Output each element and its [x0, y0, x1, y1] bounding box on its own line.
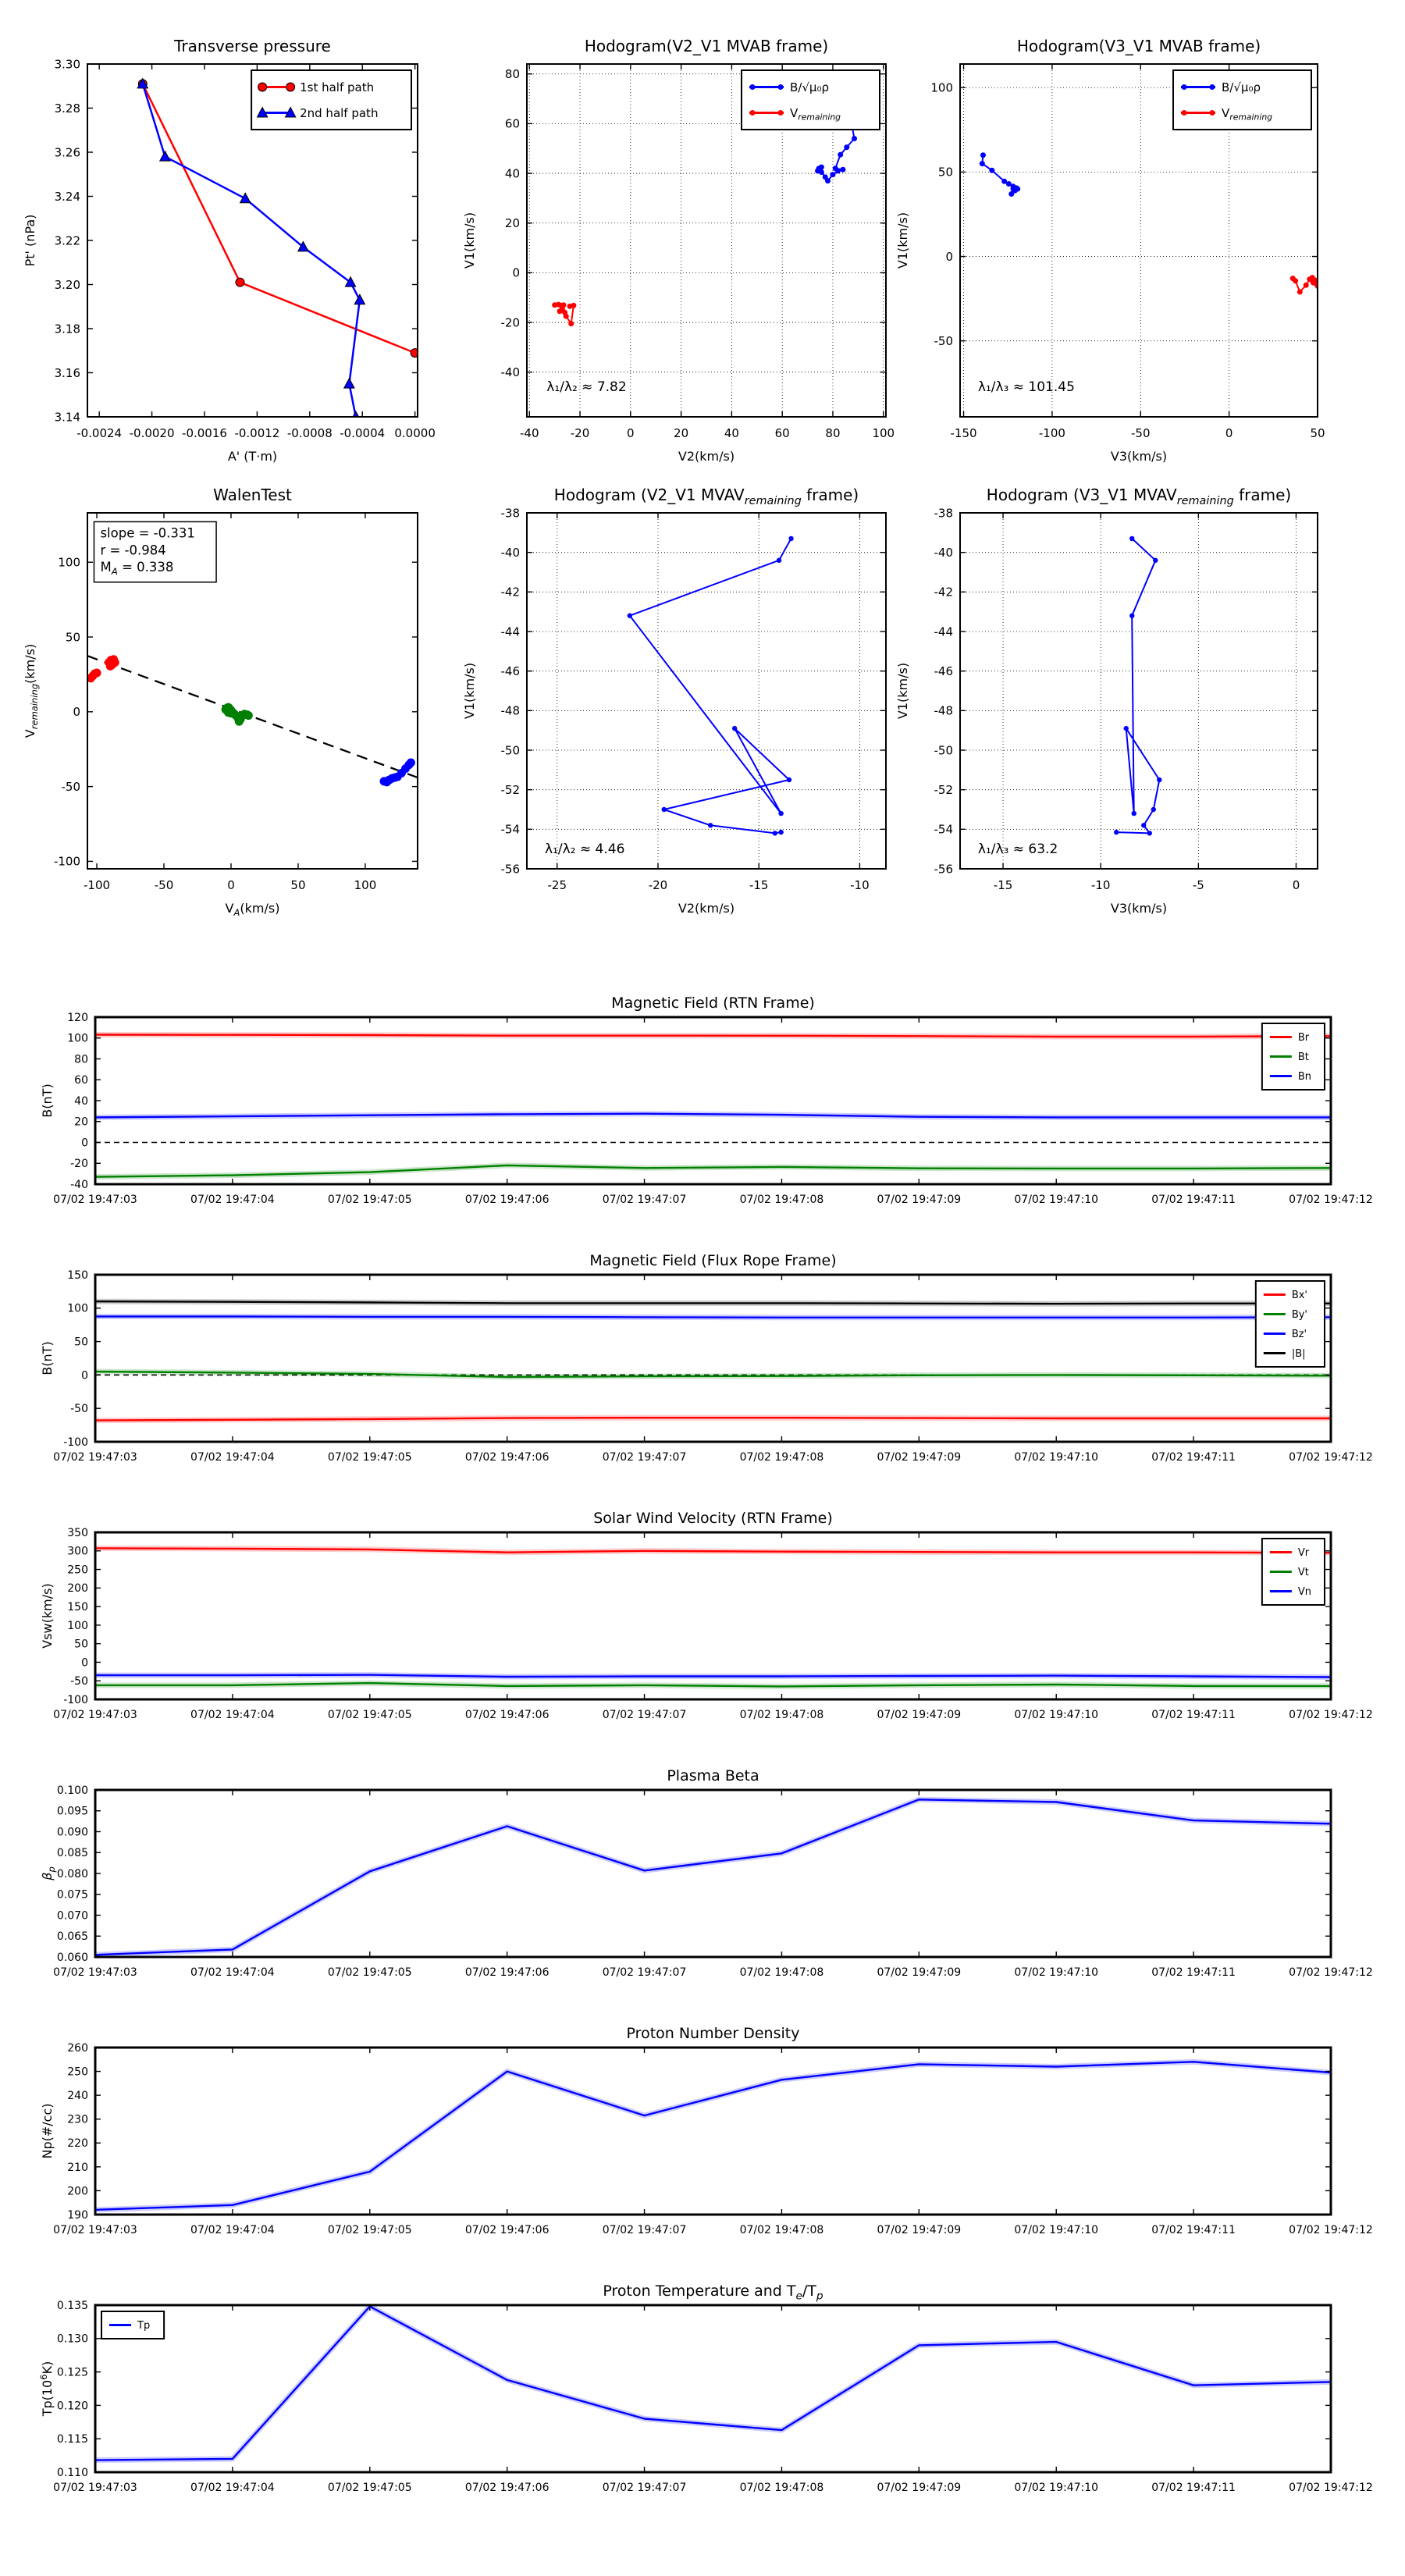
transverse_pressure-xtick: -0.0016	[182, 426, 227, 440]
walen_test-xtick: -50	[154, 878, 174, 892]
vsw_rtn-ytick: 150	[67, 1601, 88, 1614]
hodogram_v2v1_mvab-legend-label: B/√μ₀ρ	[790, 80, 829, 94]
proton_temp-ytick: 0.135	[56, 2299, 88, 2312]
hodogram_v2v1_mvab-ytick: 20	[504, 215, 520, 230]
hodogram_v3v1_mvab-xtick: 50	[1310, 426, 1325, 440]
vsw_rtn-xtick: 07/02 19:47:05	[327, 1709, 412, 1721]
hodogram_v3v1_mvav-ytick: -46	[934, 664, 953, 678]
hodogram_v2v1_mvab-xlabel: V2(km/s)	[678, 449, 735, 464]
b_rtn-ytick: 40	[74, 1094, 88, 1108]
hodogram_v3v1_mvab-xtick: -100	[1038, 426, 1065, 440]
proton_temp-xtick: 07/02 19:47:05	[327, 2482, 412, 2494]
transverse_pressure-ytick: 3.22	[54, 233, 80, 248]
b_flux_rope-xtick: 07/02 19:47:07	[602, 1451, 687, 1464]
b_flux_rope-legend-label: Bz'	[1291, 1329, 1307, 1341]
b_flux_rope-ylabel: B(nT)	[40, 1341, 55, 1375]
b_rtn-xtick: 07/02 19:47:08	[739, 1194, 824, 1206]
hodogram_v2v1_mvab-xtick: 40	[724, 426, 739, 440]
proton_temp-xtick: 07/02 19:47:07	[602, 2482, 687, 2494]
walen_test-ytick: 50	[65, 630, 80, 645]
plasma_beta-ytick: 0.095	[56, 1805, 88, 1818]
b_rtn-ytick: 100	[67, 1032, 88, 1045]
b_rtn-xtick: 07/02 19:47:06	[464, 1194, 550, 1206]
hodogram_v2v1_mvab-ylabel: V1(km/s)	[462, 212, 477, 269]
b_rtn-legend	[1262, 1023, 1325, 1090]
vsw_rtn-xtick: 07/02 19:47:06	[464, 1709, 550, 1721]
transverse_pressure-line-2ndhalfpath	[143, 84, 360, 417]
vsw_rtn-xtick: 07/02 19:47:10	[1014, 1709, 1099, 1721]
b_rtn-xtick: 07/02 19:47:03	[53, 1194, 137, 1206]
hodogram_v3v1_mvab-xtick: 0	[1225, 426, 1233, 440]
b_flux_rope-xtick: 07/02 19:47:12	[1289, 1451, 1373, 1464]
vsw_rtn-xtick: 07/02 19:47:11	[1151, 1709, 1236, 1721]
proton_density-xtick: 07/02 19:47:04	[190, 2224, 275, 2236]
walen_test-xtick: -100	[84, 878, 111, 892]
b_flux_rope-legend	[1256, 1281, 1325, 1367]
hodogram_v3v1_mvav-annotation: λ₁/λ₃ ≈ 63.2	[977, 841, 1058, 858]
walen_test-title: WalenTest	[213, 486, 292, 504]
proton_temp-xtick: 07/02 19:47:12	[1289, 2482, 1373, 2494]
hodogram_v2v1_mvav-ytick: -46	[500, 664, 520, 678]
proton_temp-xtick: 07/02 19:47:06	[464, 2482, 550, 2494]
b_rtn-title: Magnetic Field (RTN Frame)	[611, 994, 815, 1012]
b_rtn-ytick: 0	[81, 1137, 88, 1150]
proton_temp-axes	[95, 2305, 1331, 2472]
hodogram_v2v1_mvav-annotation: λ₁/λ₂ ≈ 4.46	[545, 841, 625, 858]
proton_density-xtick: 07/02 19:47:09	[877, 2224, 962, 2236]
b_rtn-ylabel: B(nT)	[40, 1083, 55, 1118]
hodogram_v2v1_mvab-xtick: 0	[627, 426, 635, 440]
panel-b_flux_rope	[40, 1252, 1373, 1464]
proton_density-line-np	[95, 2062, 1331, 2210]
hodogram_v3v1_mvav-ytick: -50	[934, 743, 953, 758]
hodogram_v3v1_mvav-ytick: -40	[934, 545, 953, 560]
b_rtn-legend-label: Br	[1297, 1032, 1310, 1044]
hodogram_v3v1_mvav-ytick: -44	[934, 624, 953, 639]
b_flux_rope-legend-label: |B|	[1291, 1348, 1306, 1361]
hodogram_v2v1_mvav-title: Hodogram (V2_V1 $MVAV_{remaining}$ frame)	[553, 486, 859, 507]
vsw_rtn-title: Solar Wind Velocity (RTN Frame)	[593, 1510, 833, 1527]
b_flux_rope-ytick: -50	[70, 1403, 88, 1416]
vsw_rtn-xtick: 07/02 19:47:04	[190, 1709, 275, 1721]
plasma_beta-ytick: 0.060	[56, 1951, 88, 1964]
transverse_pressure-ytick: 3.24	[54, 189, 80, 204]
svg-text:slope = -0.331: slope = -0.331	[100, 525, 195, 541]
proton_density-title: Proton Number Density	[626, 2025, 800, 2042]
vsw_rtn-ytick: 300	[67, 1545, 88, 1558]
hodogram_v3v1_mvav-xlabel: V3(km/s)	[1110, 901, 1168, 916]
hodogram_v3v1_mvab-legend-label: B/√μ₀ρ	[1222, 80, 1261, 94]
b_flux_rope-ytick: 0	[81, 1369, 88, 1382]
b_flux_rope-xtick: 07/02 19:47:08	[739, 1451, 824, 1464]
plasma_beta-ytick: 0.085	[56, 1847, 88, 1860]
plasma_beta-ytick: 0.090	[56, 1826, 88, 1839]
hodogram_v2v1_mvav-xtick: -15	[749, 878, 769, 892]
hodogram_v2v1_mvav-xtick: -25	[547, 878, 567, 892]
proton_temp-title: Proton Temperature and $T_e/T_p$	[603, 2282, 823, 2303]
b_rtn-xtick: 07/02 19:47:12	[1289, 1194, 1373, 1206]
proton_density-ylabel: Np(#/cc)	[40, 2103, 55, 2159]
hodogram_v3v1_mvab-xtick: -150	[950, 426, 977, 440]
hodogram_v2v1_mvab-series	[552, 122, 857, 326]
proton_density-ytick: 230	[67, 2113, 88, 2126]
hodogram_v2v1_mvab-ytick: 40	[504, 166, 520, 181]
walen_test-annotation-box	[94, 521, 216, 582]
panel-proton_density	[40, 2025, 1373, 2236]
proton_density-ytick: 190	[67, 2208, 88, 2222]
b_flux_rope-xtick: 07/02 19:47:10	[1014, 1451, 1099, 1464]
hodogram_v3v1_mvab-title: Hodogram(V3_V1 MVAB frame)	[1016, 37, 1261, 55]
hodogram_v3v1_mvav-xtick: -5	[1192, 878, 1204, 892]
vsw_rtn-ytick: -50	[70, 1675, 88, 1688]
proton_density-ytick: 210	[67, 2161, 88, 2174]
hodogram_v2v1_mvav-series	[628, 536, 794, 836]
hodogram_v2v1_mvab-xtick: 20	[674, 426, 689, 440]
proton_density-xtick: 07/02 19:47:12	[1289, 2224, 1373, 2236]
proton_density-ytick: 240	[67, 2090, 88, 2103]
hodogram_v2v1_mvab-ytick: 60	[504, 116, 520, 131]
hodogram_v3v1_mvab-legend	[1173, 70, 1311, 130]
walen_test-ytick: 100	[58, 555, 80, 570]
plasma_beta-xtick: 07/02 19:47:09	[877, 1966, 962, 1979]
svg-text:MA = 0.338: $M_A = 0.338$	[100, 560, 174, 578]
b_flux_rope-xtick: 07/02 19:47:06	[464, 1451, 550, 1464]
proton_density-xtick: 07/02 19:47:08	[739, 2224, 824, 2236]
proton_temp-xtick: 07/02 19:47:03	[53, 2482, 137, 2494]
b_rtn-series	[95, 1035, 1331, 1177]
transverse_pressure-xtick: -0.0008	[286, 426, 333, 440]
hodogram_v3v1_mvab-ytick: 100	[930, 80, 953, 95]
hodogram_v3v1_mvab-legend-label: $V_{remaining}$	[1222, 105, 1273, 123]
transverse_pressure-title: Transverse pressure	[174, 37, 331, 55]
hodogram_v2v1_mvab-xtick: -20	[570, 426, 590, 440]
transverse_pressure-ylabel: Pt' (nPa)	[23, 214, 37, 267]
proton_density-xtick: 07/02 19:47:11	[1151, 2224, 1236, 2236]
hodogram_v2v1_mvab-ytick: -40	[500, 365, 520, 379]
vsw_rtn-ylabel: Vsw(km/s)	[40, 1583, 55, 1649]
hodogram_v3v1_mvav-ytick: -38	[934, 506, 953, 521]
panel-plasma_beta	[40, 1767, 1373, 1979]
walen_test-ytick: 0	[73, 705, 80, 720]
plasma_beta-xtick: 07/02 19:47:07	[602, 1966, 687, 1979]
b_flux_rope-ytick: 50	[74, 1336, 88, 1349]
plasma_beta-xtick: 07/02 19:47:11	[1151, 1966, 1236, 1979]
panel-walen_test	[23, 486, 418, 918]
vsw_rtn-xtick: 07/02 19:47:08	[739, 1709, 824, 1721]
plasma_beta-ytick: 0.070	[56, 1909, 88, 1923]
b_flux_rope-ytick: 100	[67, 1302, 88, 1315]
hodogram_v2v1_mvav-ytick: -54	[500, 822, 520, 837]
b_rtn-xtick: 07/02 19:47:09	[877, 1194, 962, 1206]
panel-hodogram_v2v1_mvab	[462, 37, 895, 464]
proton_temp-xtick: 07/02 19:47:09	[877, 2482, 962, 2494]
transverse_pressure-legend-label: 2nd half path	[300, 105, 379, 120]
walen_test-xtick: 100	[354, 878, 377, 892]
transverse_pressure-xtick: -0.0024	[76, 426, 123, 440]
proton_temp-xtick: 07/02 19:47:08	[739, 2482, 824, 2494]
proton_density-xtick: 07/02 19:47:07	[602, 2224, 687, 2236]
hodogram_v3v1_mvab-series	[980, 152, 1321, 294]
panel-proton_temp	[38, 2282, 1373, 2494]
hodogram_v2v1_mvav-xtick: -10	[850, 878, 870, 892]
hodogram_v2v1_mvab-ytick: -20	[500, 315, 520, 330]
vsw_rtn-legend-label: Vr	[1297, 1547, 1310, 1560]
b_rtn-ytick: 120	[67, 1011, 88, 1024]
hodogram_v2v1_mvab-legend-label: $V_{remaining}$	[790, 105, 841, 123]
vsw_rtn-xtick: 07/02 19:47:03	[53, 1709, 137, 1721]
transverse_pressure-xlabel: A' (T·m)	[227, 449, 278, 464]
b_rtn-xtick: 07/02 19:47:10	[1014, 1194, 1099, 1206]
b_rtn-xtick: 07/02 19:47:04	[190, 1194, 275, 1206]
vsw_rtn-legend-label: Vt	[1297, 1567, 1309, 1579]
transverse_pressure-ytick: 3.26	[54, 145, 80, 160]
transverse_pressure-legend-label: 1st half path	[300, 80, 375, 94]
hodogram_v2v1_mvav-ytick: -40	[500, 545, 520, 560]
transverse_pressure-ytick: 3.30	[54, 57, 80, 72]
vsw_rtn-legend	[1262, 1539, 1325, 1605]
transverse_pressure-ytick: 3.18	[54, 322, 80, 336]
b_rtn-ytick: 80	[74, 1053, 88, 1066]
svg-text:r = -0.984: r = -0.984	[100, 543, 166, 558]
b_flux_rope-legend-label: Bx'	[1291, 1290, 1308, 1302]
panel-hodogram_v2v1_mvav	[462, 486, 886, 916]
transverse_pressure-ytick: 3.20	[54, 277, 80, 292]
b_rtn-ytick: 20	[74, 1115, 88, 1129]
hodogram_v2v1_mvav-ytick: -44	[500, 624, 520, 639]
b_flux_rope-ytick: -100	[63, 1436, 88, 1449]
hodogram_v3v1_mvab-ytick: 50	[937, 165, 953, 180]
hodogram_v2v1_mvab-title: Hodogram(V2_V1 MVAB frame)	[584, 37, 829, 55]
proton_density-ytick: 260	[67, 2041, 88, 2055]
plasma_beta-series	[95, 1799, 1331, 1955]
proton_density-xtick: 07/02 19:47:03	[53, 2224, 137, 2236]
hodogram_v2v1_mvab-xtick: 100	[872, 426, 895, 440]
transverse_pressure-ytick: 3.14	[54, 410, 80, 425]
plasma_beta-xtick: 07/02 19:47:10	[1014, 1966, 1099, 1979]
plasma_beta-xtick: 07/02 19:47:03	[53, 1966, 137, 1979]
proton_temp-legend-label: Tp	[137, 2320, 151, 2332]
proton_temp-xtick: 07/02 19:47:10	[1014, 2482, 1099, 2494]
proton_temp-ytick: 0.110	[56, 2466, 88, 2479]
proton_density-series	[95, 2062, 1331, 2210]
hodogram_v2v1_mvab-xtick: 60	[774, 426, 790, 440]
b_rtn-legend-label: Bt	[1297, 1051, 1309, 1064]
b_rtn-xtick: 07/02 19:47:05	[327, 1194, 412, 1206]
walen_test-ytick: -50	[61, 779, 80, 794]
b_flux_rope-xtick: 07/02 19:47:09	[877, 1451, 962, 1464]
transverse_pressure-xtick: 0.0000	[394, 426, 436, 440]
hodogram_v2v1_mvab-annotation: λ₁/λ₂ ≈ 7.82	[546, 379, 627, 395]
b_flux_rope-xtick: 07/02 19:47:11	[1151, 1451, 1236, 1464]
transverse_pressure-xtick: -0.0020	[129, 426, 175, 440]
hodogram_v3v1_mvav-axes	[960, 513, 1318, 869]
panel-b_rtn	[40, 994, 1373, 1206]
hodogram_v3v1_mvav-ytick: -54	[934, 822, 953, 837]
vsw_rtn-xtick: 07/02 19:47:07	[602, 1709, 687, 1721]
proton_density-axes	[95, 2048, 1331, 2215]
vsw_rtn-ytick: -100	[63, 1693, 88, 1706]
plasma_beta-ytick: 0.075	[56, 1888, 88, 1902]
plasma_beta-ylabel: $\beta_p$	[40, 1866, 57, 1880]
proton_temp-ytick: 0.125	[56, 2366, 88, 2379]
b_flux_rope-ytick: 150	[67, 1268, 88, 1282]
b_rtn-axes	[95, 1017, 1331, 1184]
hodogram_v3v1_mvav-xtick: 0	[1292, 878, 1300, 892]
hodogram_v3v1_mvav-xtick: -10	[1090, 878, 1111, 892]
proton_temp-ytick: 0.120	[56, 2400, 88, 2413]
proton_density-ytick: 250	[67, 2065, 88, 2079]
b_flux_rope-xtick: 07/02 19:47:05	[327, 1451, 412, 1464]
plasma_beta-xtick: 07/02 19:47:05	[327, 1966, 412, 1979]
hodogram_v3v1_mvav-series	[1114, 536, 1161, 836]
b_flux_rope-legend-label: By'	[1291, 1309, 1308, 1322]
hodogram_v2v1_mvav-ytick: -48	[500, 703, 520, 718]
plasma_beta-ytick: 0.080	[56, 1867, 88, 1880]
proton_density-xtick: 07/02 19:47:10	[1014, 2224, 1099, 2236]
b_rtn-ytick: -40	[70, 1178, 88, 1191]
vsw_rtn-ytick: 0	[81, 1656, 88, 1670]
vsw_rtn-ytick: 50	[74, 1638, 88, 1651]
proton_density-xtick: 07/02 19:47:05	[327, 2224, 412, 2236]
vsw_rtn-xtick: 07/02 19:47:12	[1289, 1709, 1373, 1721]
hodogram_v3v1_mvav-ylabel: V1(km/s)	[895, 662, 910, 720]
proton_density-xtick: 07/02 19:47:06	[464, 2224, 550, 2236]
plasma_beta-title: Plasma Beta	[667, 1767, 759, 1784]
hodogram_v2v1_mvav-xtick: -20	[648, 878, 668, 892]
transverse_pressure-legend	[251, 70, 411, 130]
vsw_rtn-series	[95, 1548, 1331, 1686]
vsw_rtn-ytick: 350	[67, 1526, 88, 1539]
hodogram_v2v1_mvav-line-path	[630, 539, 791, 834]
vsw_rtn-ytick: 200	[67, 1582, 88, 1596]
b_rtn-legend-label: Bn	[1297, 1071, 1312, 1083]
plasma_beta-line-betap	[95, 1799, 1331, 1955]
hodogram_v3v1_mvav-ytick: -48	[934, 703, 953, 718]
proton_temp-series	[95, 2307, 1331, 2460]
panel-transverse_pressure	[23, 37, 436, 464]
hodogram_v2v1_mvav-axes	[527, 513, 886, 869]
hodogram_v3v1_mvab-ytick: 0	[945, 249, 953, 264]
transverse_pressure-xtick: -0.0004	[340, 426, 386, 440]
vsw_rtn-legend-label: Vn	[1297, 1586, 1312, 1599]
hodogram_v2v1_mvab-xtick: -40	[519, 426, 539, 440]
transverse_pressure-xtick: -0.0012	[234, 426, 280, 440]
transverse_pressure-ytick: 3.28	[54, 101, 80, 116]
hodogram_v2v1_mvab-ytick: 80	[504, 66, 520, 81]
hodogram_v3v1_mvav-ytick: -42	[934, 585, 953, 600]
vsw_rtn-ytick: 250	[67, 1564, 88, 1577]
plasma_beta-xtick: 07/02 19:47:06	[464, 1966, 550, 1979]
proton_temp-legend	[101, 2311, 164, 2339]
hodogram_v2v1_mvab-xtick: 80	[825, 426, 841, 440]
hodogram_v2v1_mvav-ylabel: V1(km/s)	[462, 662, 477, 720]
transverse_pressure-ytick: 3.16	[54, 365, 80, 380]
walen_test-ylabel: $V_{remaining}(km/s)$	[23, 643, 40, 738]
hodogram_v3v1_mvav-line-path	[1116, 539, 1159, 834]
b_rtn-ytick: -20	[70, 1158, 88, 1171]
hodogram_v2v1_mvav-xlabel: V2(km/s)	[678, 901, 735, 916]
hodogram_v2v1_mvav-ytick: -42	[500, 585, 520, 600]
proton_density-ytick: 220	[67, 2137, 88, 2151]
proton_temp-xtick: 07/02 19:47:11	[1151, 2482, 1236, 2494]
proton_density-ytick: 200	[67, 2185, 88, 2198]
proton_temp-ylabel: $Tp(10^6K)$	[37, 2361, 55, 2417]
hodogram_v3v1_mvav-xtick: -15	[993, 878, 1013, 892]
proton_temp-line-tp	[95, 2307, 1331, 2460]
hodogram_v3v1_mvab-ytick: -50	[934, 333, 953, 348]
b_rtn-ytick: 60	[74, 1074, 88, 1087]
proton_temp-xtick: 07/02 19:47:04	[190, 2482, 275, 2494]
plasma_beta-xtick: 07/02 19:47:12	[1289, 1966, 1373, 1979]
b_flux_rope-line-bz'	[95, 1317, 1331, 1318]
b_flux_rope-xtick: 07/02 19:47:04	[190, 1451, 275, 1464]
hodogram_v2v1_mvab-legend	[742, 70, 880, 130]
hodogram_v3v1_mvab-ylabel: V1(km/s)	[895, 212, 910, 269]
walen_test-ytick: -100	[53, 854, 80, 869]
hodogram_v3v1_mvav-title: Hodogram (V3_V1 $MVAV_{remaining}$ frame)	[986, 486, 1292, 507]
walen_test-xtick: 50	[290, 878, 306, 892]
b_rtn-xtick: 07/02 19:47:11	[1151, 1194, 1236, 1206]
hodogram_v3v1_mvab-xlabel: V3(km/s)	[1110, 449, 1168, 464]
hodogram_v2v1_mvav-ytick: -38	[500, 506, 520, 521]
hodogram_v3v1_mvav-ytick: -56	[934, 862, 953, 877]
plasma_beta-xtick: 07/02 19:47:04	[190, 1966, 275, 1979]
hodogram_v3v1_mvav-ytick: -52	[934, 782, 953, 797]
b_flux_rope-title: Magnetic Field (Flux Rope Frame)	[589, 1252, 837, 1269]
hodogram_v3v1_mvab-xtick: -50	[1131, 426, 1151, 440]
hodogram_v2v1_mvav-ytick: -52	[500, 782, 520, 797]
proton_temp-ytick: 0.130	[56, 2332, 88, 2346]
panel-vsw_rtn	[40, 1510, 1373, 1721]
b_rtn-xtick: 07/02 19:47:07	[602, 1194, 687, 1206]
panel-hodogram_v3v1_mvab	[895, 37, 1325, 464]
plasma_beta-ytick: 0.100	[56, 1784, 88, 1797]
b_flux_rope-xtick: 07/02 19:47:03	[53, 1451, 137, 1464]
proton_temp-ytick: 0.115	[56, 2433, 88, 2446]
vsw_rtn-ytick: 100	[67, 1619, 88, 1632]
walen_test-xlabel: $V_A(km/s)$	[225, 901, 280, 918]
plasma_beta-ytick: 0.065	[56, 1930, 88, 1944]
b_flux_rope-series	[95, 1301, 1331, 1420]
panel-hodogram_v3v1_mvav	[895, 486, 1318, 916]
hodogram_v2v1_mvav-ytick: -50	[500, 743, 520, 758]
hodogram_v3v1_mvab-annotation: λ₁/λ₃ ≈ 101.45	[977, 379, 1075, 395]
plasma_beta-xtick: 07/02 19:47:08	[739, 1966, 824, 1979]
hodogram_v2v1_mvab-ytick: 0	[512, 265, 520, 280]
hodogram_v2v1_mvav-ytick: -56	[500, 862, 520, 877]
walen_test-series	[87, 655, 418, 786]
vsw_rtn-xtick: 07/02 19:47:09	[877, 1709, 962, 1721]
walen_test-xtick: 0	[227, 878, 235, 892]
